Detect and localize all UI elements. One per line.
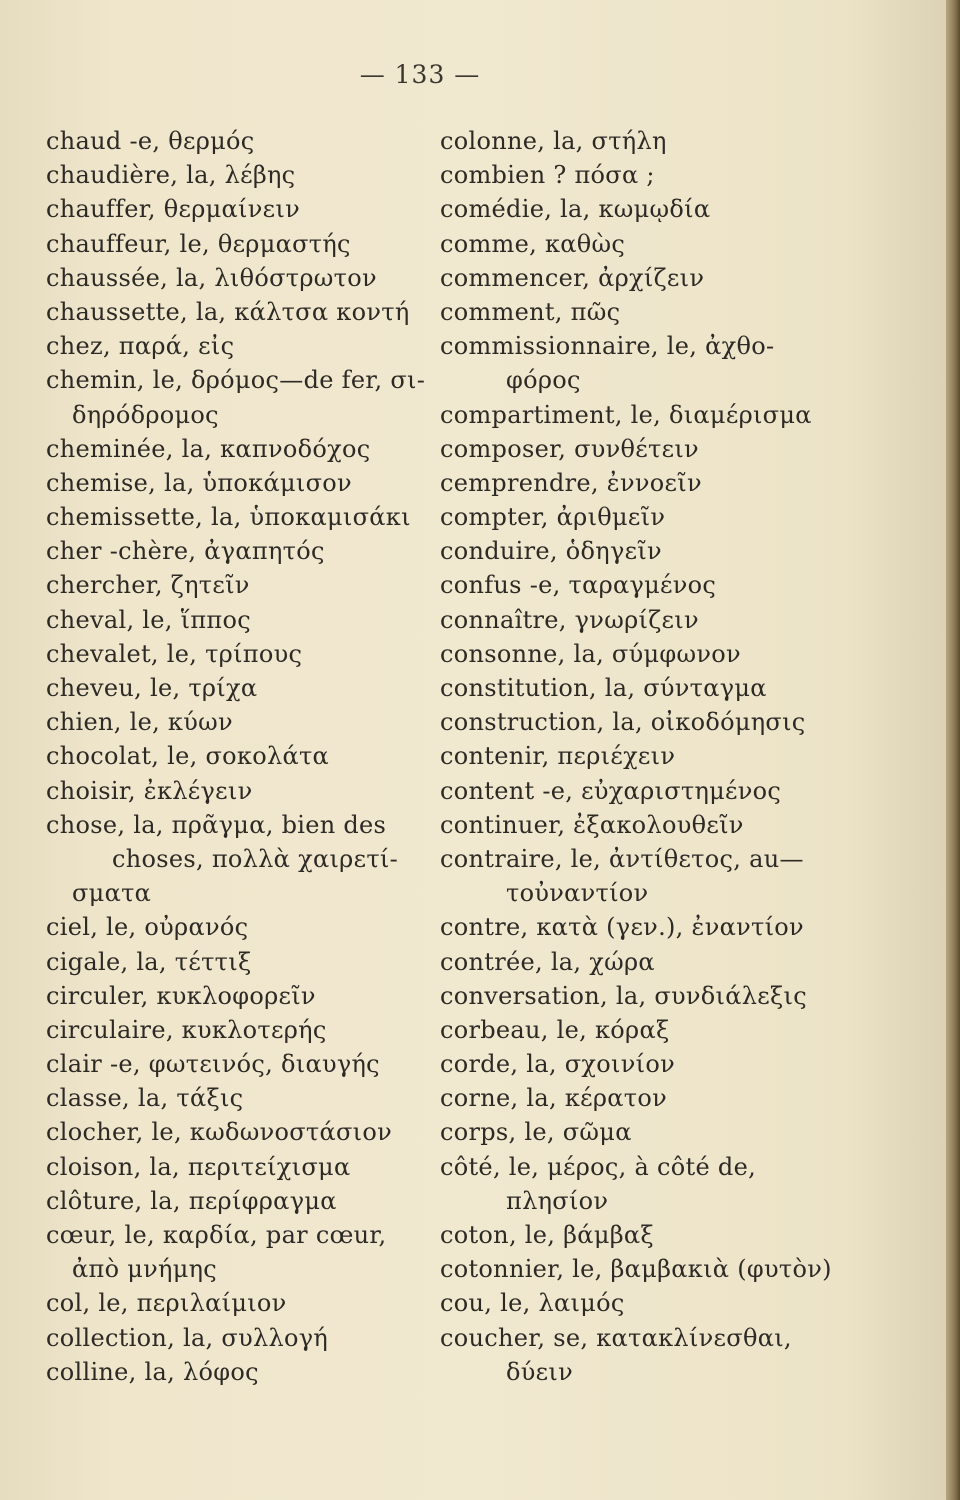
dictionary-entry: commencer, ἀρχίζειν bbox=[440, 263, 705, 292]
dictionary-entry: chercher, ζητεῖν bbox=[46, 571, 250, 600]
dictionary-entry: cotonnier, le, βαμβακιὰ (φυτὸν) bbox=[440, 1255, 832, 1284]
dictionary-entry: δύειν bbox=[506, 1357, 573, 1386]
dictionary-entry: chaussée, la, λιθόστρωτον bbox=[46, 263, 377, 292]
dictionary-entry: ἀπὸ μνήμης bbox=[72, 1255, 218, 1284]
dictionary-entry: chez, παρά, εἰς bbox=[46, 332, 235, 361]
dictionary-entry: cou, le, λαιμός bbox=[440, 1289, 625, 1318]
dictionary-entry: combien ? πόσα ; bbox=[440, 161, 655, 190]
dictionary-entry: consonne, la, σύμφωνον bbox=[440, 639, 741, 668]
dictionary-entry: chose, la, πρᾶγμα, bien des bbox=[46, 810, 387, 839]
dictionary-entry: choisir, ἐκλέγειν bbox=[46, 776, 253, 805]
dictionary-entry: corbeau, le, κόραξ bbox=[440, 1015, 670, 1044]
dictionary-entry: commissionnaire, le, ἀχθο- bbox=[440, 332, 775, 361]
dictionary-entry: circuler, κυκλοφορεῖν bbox=[46, 981, 316, 1010]
dictionary-entry: col, le, περιλαίμιον bbox=[46, 1289, 287, 1318]
dictionary-entry: cemprendre, ἐννοεῖν bbox=[440, 468, 702, 497]
dictionary-entry: compter, ἀριθμεῖν bbox=[440, 503, 666, 532]
dictionary-entry: φόρος bbox=[506, 366, 581, 395]
dictionary-entry: corde, la, σχοινίον bbox=[440, 1050, 675, 1079]
dictionary-entry: chien, le, κύων bbox=[46, 708, 233, 737]
left-column bbox=[46, 124, 446, 1389]
dictionary-entry: confus -e, ταραγμένος bbox=[440, 571, 717, 600]
dictionary-entry: collection, la, συλλογή bbox=[46, 1323, 329, 1352]
dictionary-entry: chaudière, la, λέβης bbox=[46, 161, 296, 190]
dictionary-entry: côté, le, μέρος, à côté de, bbox=[440, 1152, 757, 1181]
dictionary-entry: classe, la, τάξις bbox=[46, 1084, 244, 1113]
dictionary-entry: chemin, le, δρόμος—de fer, σι- bbox=[46, 366, 426, 395]
dictionary-entry: contenir, περιέχειν bbox=[440, 742, 676, 771]
right-column bbox=[440, 124, 840, 1389]
page-number: — 133 — bbox=[359, 60, 481, 89]
dictionary-entry: circulaire, κυκλοτερής bbox=[46, 1015, 327, 1044]
dictionary-entry: τοὐναντίον bbox=[506, 879, 649, 908]
dictionary-entry: choses, πολλὰ χαιρετί- bbox=[112, 844, 399, 873]
dictionary-entry: cher -chère, ἀγαπητός bbox=[46, 537, 325, 566]
dictionary-entry: connaître, γνωρίζειν bbox=[440, 605, 699, 634]
dictionary-entry: conduire, ὁδηγεῖν bbox=[440, 537, 662, 566]
dictionary-entry: coucher, se, κατακλίνεσθαι, bbox=[440, 1323, 792, 1352]
dictionary-entry: clair -e, φωτεινός, διαυγής bbox=[46, 1050, 380, 1079]
dictionary-entry: chevalet, le, τρίπους bbox=[46, 639, 303, 668]
dictionary-entry: corne, la, κέρατον bbox=[440, 1084, 667, 1113]
dictionary-entry: comme, καθὼς bbox=[440, 229, 626, 258]
dictionary-entry: cheveu, le, τρίχα bbox=[46, 674, 258, 702]
dictionary-entry: chaud -e, θερμός bbox=[46, 127, 255, 155]
dictionary-entry: cœur, le, καρδία, par cœur, bbox=[46, 1221, 387, 1249]
dictionary-entry: cheminée, la, καπνοδόχος bbox=[46, 434, 371, 463]
dictionary-entry: clôture, la, περίφραγμα bbox=[46, 1186, 337, 1215]
dictionary-entry: chocolat, le, σοκολάτα bbox=[46, 742, 330, 771]
dictionary-entry: composer, συνθέτειν bbox=[440, 434, 699, 463]
dictionary-entry: conversation, la, συνδιάλεξις bbox=[440, 981, 807, 1010]
dictionary-entry: content -e, εὐχαριστημένος bbox=[440, 776, 782, 805]
dictionary-entry: colonne, la, στήλη bbox=[440, 127, 667, 155]
dictionary-entry: chauffeur, le, θερμαστής bbox=[46, 229, 351, 258]
dictionary-entry: contraire, le, ἀντίθετος, au— bbox=[440, 844, 804, 873]
dictionary-entry: corps, le, σῶμα bbox=[440, 1118, 632, 1147]
dictionary-entry: πλησίον bbox=[506, 1186, 609, 1215]
dictionary-entry: cigale, la, τέττιξ bbox=[46, 947, 252, 976]
dictionary-entry: chauffer, θερμαίνειν bbox=[46, 195, 300, 224]
dictionary-entry: compartiment, le, διαμέρισμα bbox=[440, 400, 812, 429]
dictionary-entry: chemissette, la, ὑποκαμισάκι bbox=[46, 503, 411, 532]
dictionary-entry: comment, πῶς bbox=[440, 297, 621, 326]
dictionary-entry: chemise, la, ὑποκάμισον bbox=[46, 468, 352, 497]
dictionary-entry: σματα bbox=[72, 879, 152, 908]
dictionary-entry: chaussette, la, κάλτσα κοντή bbox=[46, 297, 410, 326]
dictionary-entry: construction, la, οἰκοδόμησις bbox=[440, 708, 806, 737]
dictionary-entry: ciel, le, οὐρανός bbox=[46, 913, 249, 942]
dictionary-entry: colline, la, λόφος bbox=[46, 1357, 259, 1386]
dictionary-entry: cloison, la, περιτείχισμα bbox=[46, 1152, 351, 1181]
dictionary-entry: coton, le, βάμβαξ bbox=[440, 1221, 654, 1249]
page-edge bbox=[946, 0, 960, 1500]
dictionary-entry: contre, κατὰ (γεν.), ἐναντίον bbox=[440, 913, 804, 942]
dictionary-entry: clocher, le, κωδωνοστάσιον bbox=[46, 1118, 393, 1147]
dictionary-entry: continuer, ἐξακολουθεῖν bbox=[440, 810, 744, 839]
dictionary-entry: comédie, la, κωμῳδία bbox=[440, 195, 711, 224]
dictionary-entry: δηρόδρομος bbox=[72, 400, 219, 429]
dictionary-entry: cheval, le, ἵππος bbox=[46, 605, 251, 634]
dictionary-entry: constitution, la, σύνταγμα bbox=[440, 674, 767, 702]
dictionary-entry: contrée, la, χώρα bbox=[440, 947, 655, 976]
